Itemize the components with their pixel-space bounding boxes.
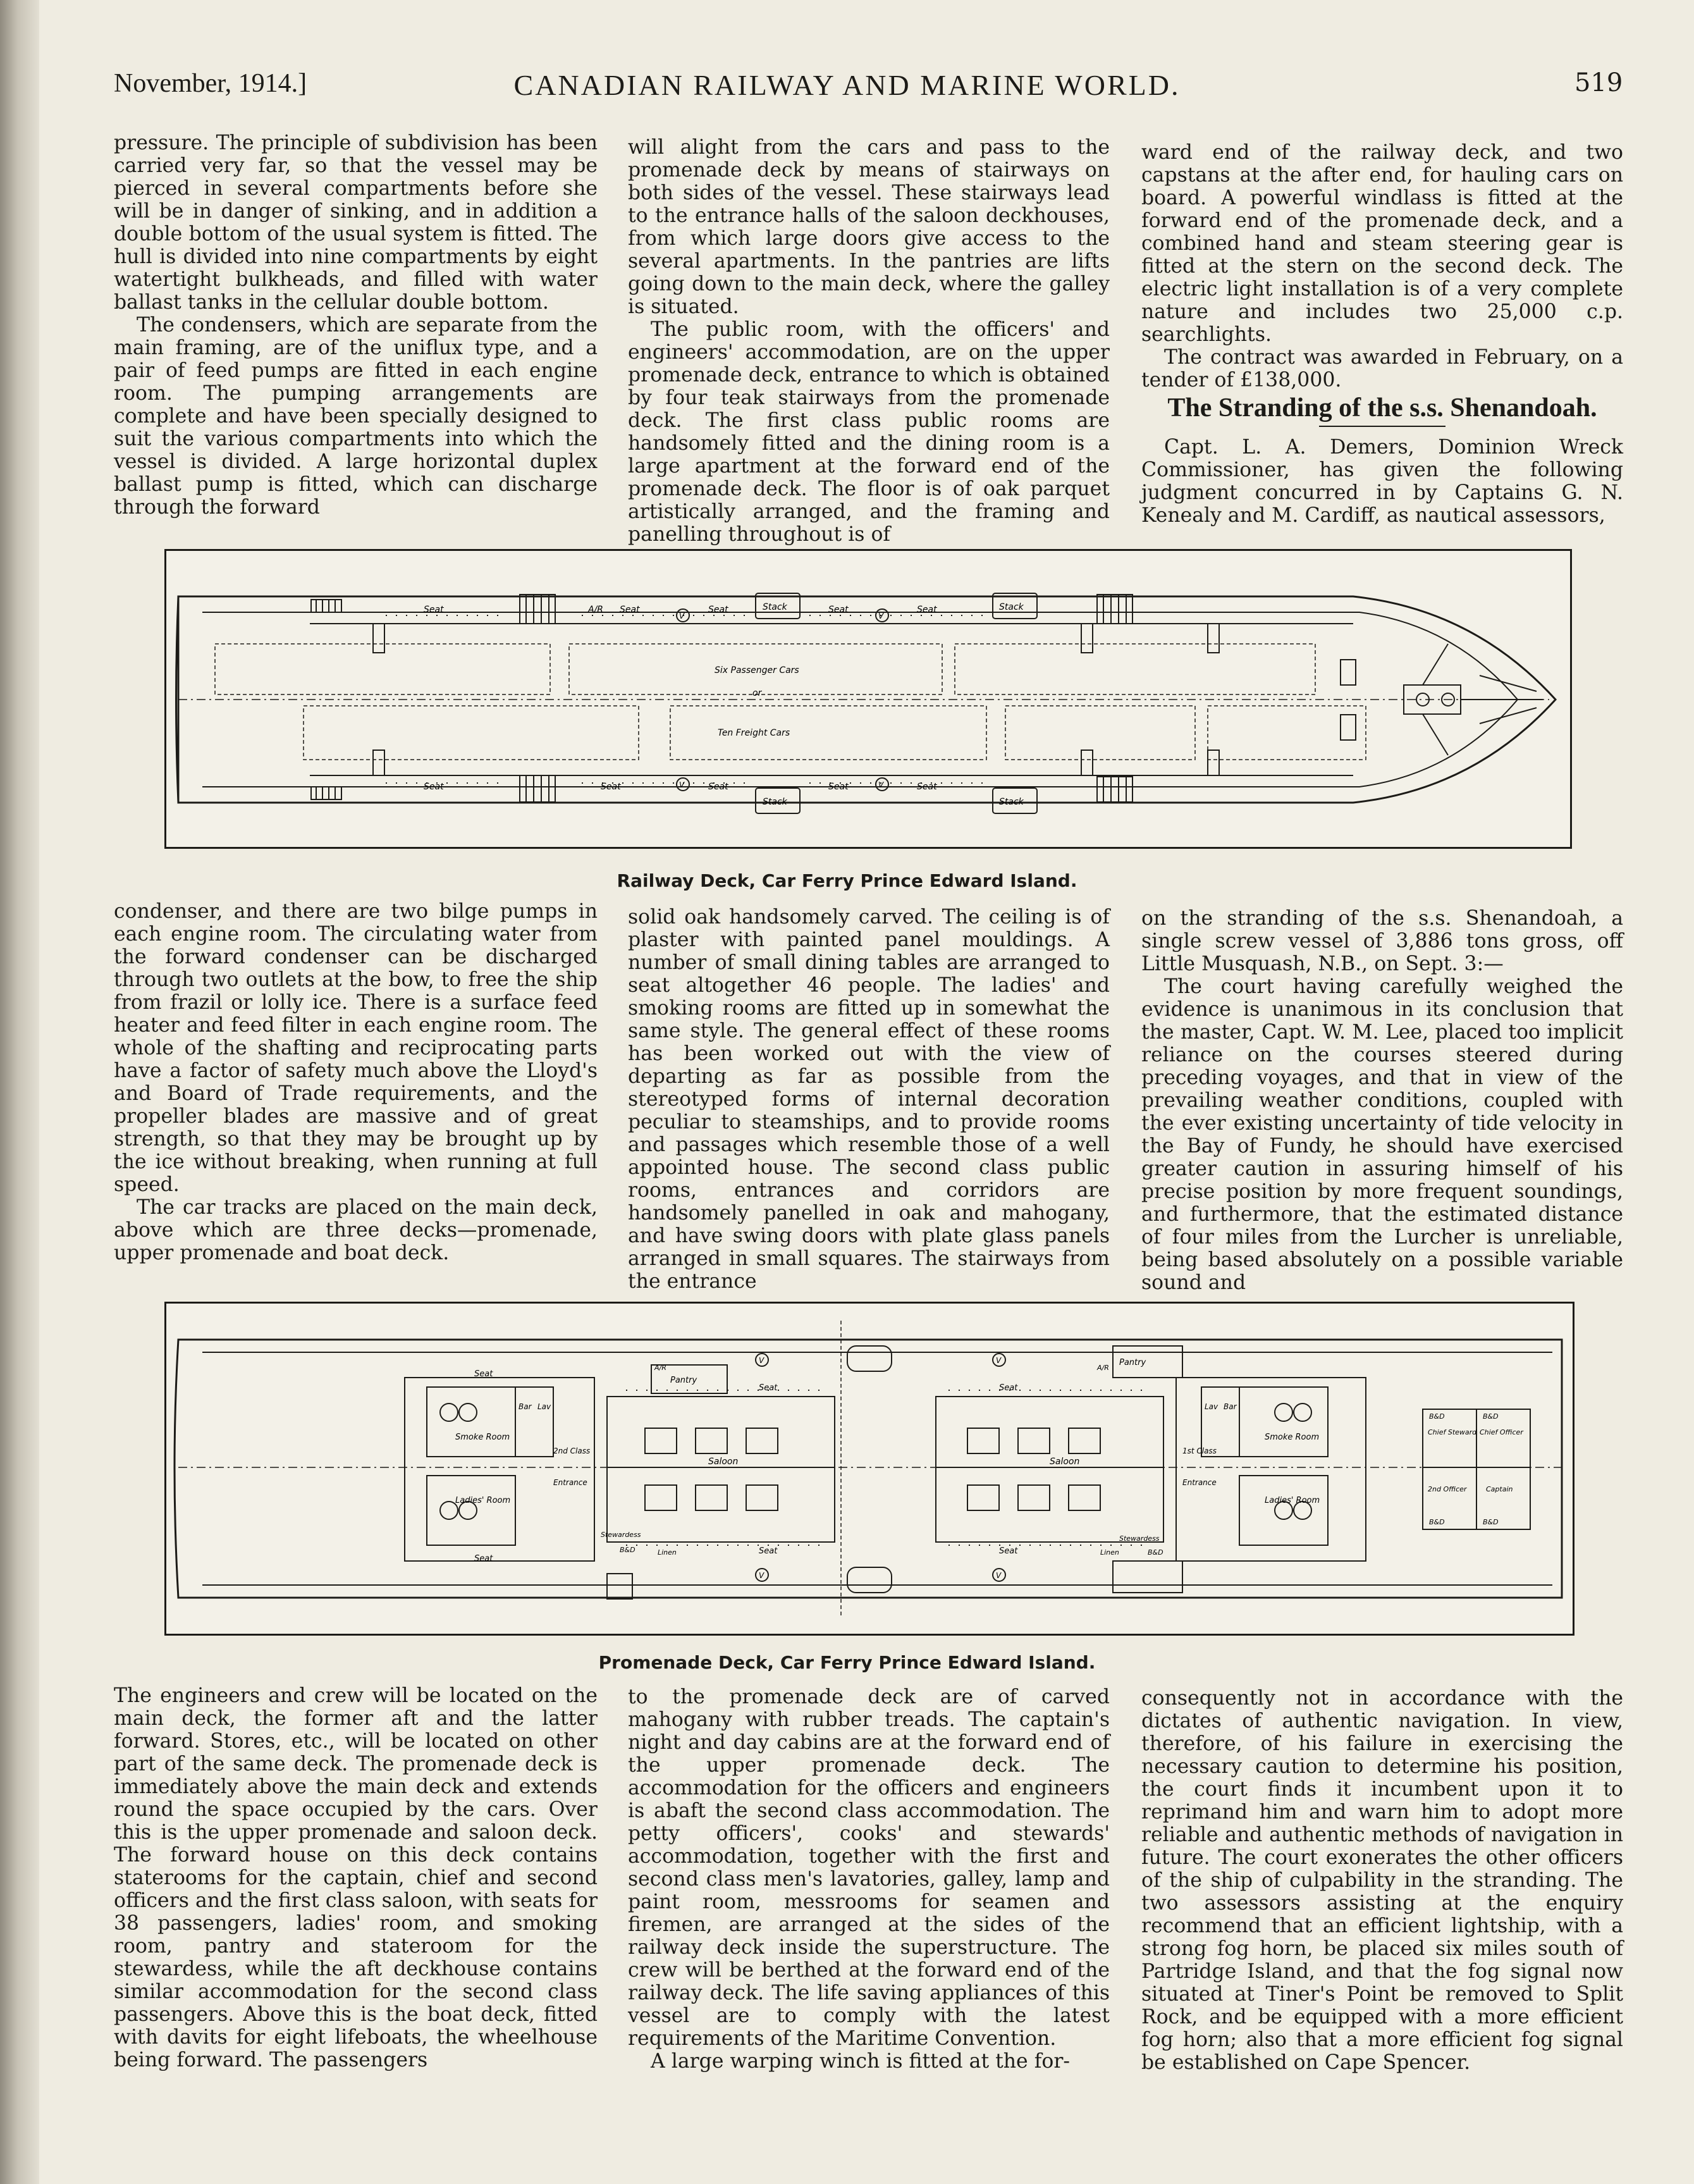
paragraph: condenser, and there are two bilge pumps in each engine room. The circulating water from the forward condenser can be discharged through two outlets at the bow, to free the ship from frazil or lolly ice. There is a surface feed heater and feed filter in each engine room. The whole of the shafting and reciprocating parts have a factor of safety much above the Lloyd's and Board of Trade requirements, and the propeller blades are massive and of great strength, so that they may be brought up by the ice without breaking, when running at full speed. [114, 900, 598, 1196]
promenade-first-class-label: 1st Class [1182, 1447, 1217, 1455]
promenade-seat-label: Seat [474, 1369, 493, 1379]
paragraph: to the promenade deck are of carved mahogany with rubber treads. The captain's night and day cabins are at the forward end of the upper promenade deck. The accommodation for the officers and engineers is abaft the second class accommodation. The petty officers', cooks' and stewards' accommodation, together with the first and second class men's lavatories, galley, lamp and paint room, messrooms for seamen and firemen, are arranged at the sides of the railway deck inside the superstructure. The crew will be berthed at the forward end of the railway deck. The life saving appliances of this vessel are to comply with the latest requirements of the Maritime Convention. [628, 1686, 1110, 2050]
promenade-smoke-room-label: Smoke Room [455, 1433, 510, 1442]
article-column-3-bottom [1141, 1687, 1623, 2074]
promenade-captain-label: Captain [1486, 1485, 1513, 1493]
promenade-bd-label: B&D [1429, 1518, 1445, 1526]
paragraph: solid oak handsomely carved. The ceiling is of plaster with painted panel mouldings. A number of small dining tables are arranged to seat altogether 46 people. The ladies' and smoking rooms are fitted up in somewhat the same style. The general effect of these rooms has been worked out with the view of departing as far as possible from the stereotyped forms of internal decoration peculiar to steamships, and to provide rooms and passages which resemble those of a well appointed house. The second class public rooms, entrances and corridors are handsomely panelled in oak and mahogany, and have swing doors with plate glass panels arranged in small squares. The stairways from the entrance [628, 906, 1110, 1293]
promenade-ar-label: A/R [1097, 1364, 1109, 1372]
promenade-second-class-label: 2nd Class [553, 1447, 591, 1455]
promenade-seat-label: Seat [759, 1383, 778, 1393]
article-column-3-middle [1141, 907, 1623, 1294]
railway-v-label: V [679, 612, 685, 620]
railway-seat-label: Seat [708, 605, 728, 615]
promenade-bd-label: B&D [1483, 1518, 1499, 1526]
promenade-bd-label: B&D [620, 1546, 635, 1554]
railway-seat-label: Seat [917, 605, 937, 615]
railway-stack-label: Stack [999, 602, 1024, 612]
promenade-lav-label: Lav [1205, 1402, 1218, 1411]
promenade-chief-steward-label: Chief Steward [1428, 1428, 1477, 1436]
promenade-linen-label: Linen [1100, 1548, 1119, 1557]
promenade-lav-label: Lav [537, 1402, 551, 1411]
article-column-2-bottom [628, 1686, 1110, 2073]
promenade-entrance-label: Entrance [553, 1478, 587, 1487]
promenade-saloon-label: Saloon [708, 1457, 739, 1467]
paragraph: consequently not in accordance with the dictates of authentic navigation. In view, therefore, of his failure in exercising the necessary caution to determine his position, the court finds it incumbent upon it to reprimand him and warn him to adopt more reliable and authentic methods of navigation in future. The court exonerates the other officers of the ship of culpability in the stranding. The two assessors assisting at the enquiry recommend that an efficient lightship, with a strong fog horn, be placed six miles south of Partridge Island, and that the fog signal now situated at Tiner's Point be removed to Split Rock, and be equipped with a more efficient fog horn; also that a more efficient fog signal be established on Cape Spencer. [1141, 1687, 1623, 2074]
railway-deck-caption: Railway Deck, Car Ferry Prince Edward Island. [617, 870, 1077, 891]
railway-or-label: or [752, 688, 762, 698]
paragraph: The car tracks are placed on the main deck, above which are three decks—promenade, upper promenade and boat deck. [114, 1196, 598, 1264]
railway-v-label: V [679, 780, 685, 789]
paragraph: The court having carefully weighed the evidence is unanimous in its conclusion that the master, Capt. W. M. Lee, placed too implicit reliance on the courses steered during preceding voyages, and that in view of the prevailing weather conditions, coupled with the ever existing uncertainty of tide velocity in the Bay of Fundy, he should have exercised greater caution in assuring himself of his precise position by more frequent soundings, and furthermore, that the estimated distance of four miles from the Lurcher is unreliable, being based absolutely on a possible variable sound and [1141, 975, 1623, 1294]
paragraph: The engineers and crew will be located on the main deck, the former aft and the latter forward. Stores, etc., will be located on other part of the same deck. The promenade deck is immediately above the main deck and extends round the space occupied by the cars. Over this is the upper promenade and saloon deck. The forward house on this deck contains staterooms for the captain, chief and second officers and the first class saloon, with seats for 38 passengers, ladies' room, and smoking room, pantry and stateroom for the stewardess, while the aft deckhouse contains similar accommodation for the second class passengers. Above this is the boat deck, fitted with davits for eight lifeboats, the wheelhouse being forward. The passengers [114, 1684, 598, 2071]
promenade-ladies-room-label: Ladies' Room [1265, 1496, 1320, 1505]
paragraph: The condensers, which are separate from the main framing, are of the uniflux type, and a pair of feed pumps are fitted in each engine room. The pumping arrangements are complete and have been specially designed to suit the various compartments into which the vessel is divided. A large horizontal duplex ballast pump is fitted, which can discharge through the forward [114, 314, 598, 519]
article-column-2-top [628, 136, 1110, 546]
promenade-ar-label: A/R [654, 1364, 666, 1372]
railway-seat-label: Seat [601, 782, 621, 792]
railway-v-label: V [878, 780, 884, 789]
paragraph: on the stranding of the s.s. Shenandoah, a single screw vessel of 3,886 tons gross, off Little Musquash, N.B., on Sept. 3:— [1141, 907, 1623, 975]
promenade-pantry-label: Pantry [670, 1376, 697, 1385]
promenade-stewardess-label: Stewardess [1119, 1534, 1160, 1543]
railway-seat-label: Seat [424, 605, 444, 615]
promenade-v-label: V [759, 1356, 764, 1365]
promenade-bar-label: Bar [519, 1402, 532, 1411]
railway-deck-plan-drawing [164, 549, 1572, 849]
railway-stack-label: Stack [763, 797, 787, 807]
railway-stack-label: Stack [999, 797, 1024, 807]
paragraph: will alight from the cars and pass to the promenade deck by means of stairways on both sides of the vessel. These stairways lead to the entrance halls of the saloon deckhouses, from which large doors give access to the several apartments. In the pantries are lifts going down to the main deck, where the galley is situated. [628, 136, 1110, 318]
header-date: November, 1914.] [114, 69, 307, 98]
paragraph: ward end of the railway deck, and two capstans at the after end, for hauling cars on board. A powerful windlass is fitted at the forward end of the promenade deck, and a combined hand and steam steering gear is fitted at the stern on the second deck. The electric light installation is of a very complete nature and includes two 25,000 c.p. searchlights. [1141, 141, 1623, 346]
header-page-number: 519 [1574, 68, 1623, 97]
promenade-entrance-label: Entrance [1182, 1478, 1217, 1487]
railway-seat-label: Seat [424, 782, 444, 792]
promenade-pantry-label: Pantry [1119, 1358, 1146, 1367]
promenade-deck-plan-drawing [164, 1302, 1574, 1636]
railway-ar-label: A/R [588, 605, 604, 615]
heading-rule [1319, 426, 1445, 427]
header-journal-title: CANADIAN RAILWAY AND MARINE WORLD. [513, 69, 1181, 101]
railway-seat-label: Seat [828, 782, 849, 792]
promenade-bd-label: B&D [1483, 1412, 1499, 1421]
railway-freight-cars-label: Ten Freight Cars [718, 728, 790, 738]
promenade-v-label: V [996, 1356, 1002, 1365]
railway-seat-label: Seat [620, 605, 640, 615]
paragraph: The public room, with the officers' and engineers' accommodation, are on the upper promenade deck, entrance to which is obtained by four teak stairways from the promenade deck. The first class public rooms are handsomely fitted and the dining room is a large apartment at the forward end of the promenade deck. The floor is of oak parquet artistically arranged, and the framing and panelling throughout is of [628, 318, 1110, 546]
railway-deck-plan-figure [164, 549, 1572, 849]
promenade-saloon-label: Saloon [1050, 1457, 1080, 1467]
article-column-2-middle [628, 906, 1110, 1293]
railway-v-label: V [878, 612, 884, 620]
promenade-seat-label: Seat [999, 1546, 1018, 1556]
page-binding-edge [0, 0, 39, 2184]
promenade-linen-label: Linen [658, 1548, 677, 1557]
promenade-ladies-room-label: Ladies' Room [455, 1496, 511, 1505]
railway-stack-label: Stack [763, 602, 787, 612]
promenade-deck-plan-figure [164, 1302, 1574, 1636]
promenade-stewardess-label: Stewardess [601, 1531, 641, 1539]
railway-passenger-cars-label: Six Passenger Cars [715, 665, 799, 676]
paragraph: pressure. The principle of subdivision has been carried very far, so that the vessel may be pierced in several compartments before she will be in danger of sinking, and in addition a double bottom of the usual system is fitted. The hull is divided into nine compartments by eight watertight bulkheads, and filled with water ballast tanks in the cellular double bottom. [114, 132, 598, 314]
paragraph: The contract was awarded in February, on a tender of £138,000. [1141, 346, 1623, 392]
article-column-3-top [1141, 141, 1623, 527]
promenade-deck-caption: Promenade Deck, Car Ferry Prince Edward Island. [598, 1652, 1096, 1673]
article-heading-shenandoah: The Stranding of the s.s. Shenandoah. [1167, 393, 1597, 423]
promenade-seat-label: Seat [759, 1546, 778, 1556]
promenade-v-label: V [996, 1571, 1002, 1580]
promenade-seat-label: Seat [474, 1554, 493, 1564]
railway-seat-label: Seat [708, 782, 728, 792]
paragraph: Capt. L. A. Demers, Dominion Wreck Commissioner, has given the following judgment concurred in by Captains G. N. Kenealy and M. Cardiff, as nautical assessors, [1141, 436, 1623, 527]
promenade-bar-label: Bar [1224, 1402, 1237, 1411]
article-column-1-top [114, 132, 598, 519]
railway-seat-label: Seat [828, 605, 849, 615]
promenade-seat-label: Seat [999, 1383, 1018, 1393]
promenade-smoke-room-label: Smoke Room [1265, 1433, 1320, 1442]
railway-seat-label: Seat [917, 782, 937, 792]
article-column-1-bottom [114, 1684, 598, 2071]
article-column-1-middle [114, 900, 598, 1264]
promenade-chief-officer-label: Chief Officer [1480, 1428, 1523, 1436]
paragraph: A large warping winch is fitted at the for- [651, 2050, 1071, 2073]
promenade-bd-label: B&D [1148, 1548, 1163, 1557]
promenade-v-label: V [759, 1571, 764, 1580]
promenade-second-officer-label: 2nd Officer [1428, 1485, 1467, 1493]
promenade-bd-label: B&D [1429, 1412, 1445, 1421]
